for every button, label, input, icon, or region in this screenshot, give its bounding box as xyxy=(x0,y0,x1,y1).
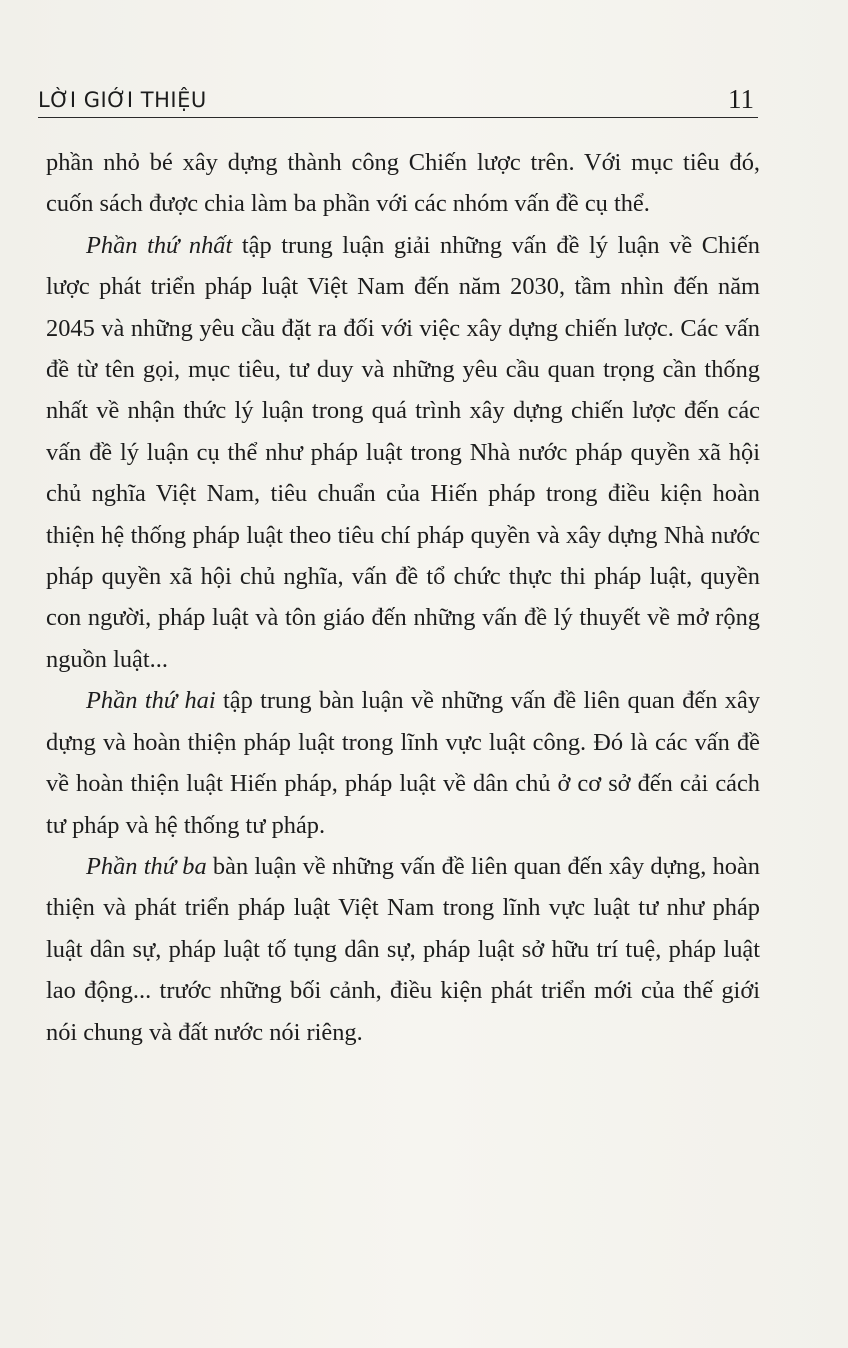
part-one-label: Phần thứ nhất xyxy=(86,231,233,259)
paragraph-intro-continuation xyxy=(46,142,760,225)
paragraph-part-two xyxy=(46,680,760,846)
part-two-label: Phần thứ hai xyxy=(86,687,216,715)
paragraph-part-three xyxy=(46,846,760,1053)
paragraph-text: tập trung bàn luận về những vấn đề liên quan đến xây dựng và hoàn thiện pháp luật trong lĩnh vực luật công. Đó là các vấn đề về hoàn thiện luật Hiến pháp, pháp luật về dân chủ ở cơ sở đến cải cách tư pháp và hệ thống tư pháp. xyxy=(46,687,761,839)
paragraph-text: phần nhỏ bé xây dựng thành công Chiến lược trên. Với mục tiêu đó, cuốn sách được chia làm ba phần với các nhóm vấn đề cụ thể. xyxy=(46,149,760,218)
running-header xyxy=(38,86,758,116)
section-title: LỜI GIỚI THIỆU xyxy=(38,88,207,112)
paragraph-text: tập trung luận giải những vấn đề lý luận về Chiến lược phát triển pháp luật Việt Nam đến năm 2030, tầm nhìn đến năm 2045 và những yêu cầu đặt ra đối với việc xây dựng chiến lược. Các vấn đề từ tên gọi, mục tiêu, tư duy và những yêu cầu quan trọng cần thống nhất về nhận thức lý luận trong quá trình xây dựng chiến lược đến các vấn đề lý luận cụ thể như pháp luật trong Nhà nước pháp quyền xã hội chủ nghĩa Việt Nam, tiêu chuẩn của Hiến pháp trong điều kiện hoàn thiện hệ thống pháp luật theo tiêu chí pháp quyền và xây dựng Nhà nước pháp quyền xã hội chủ nghĩa, vấn đề tổ chức thực thi pháp luật, quyền con người, pháp luật và tôn giáo đến những vấn đề lý thuyết về mở rộng nguồn luật... xyxy=(46,231,760,673)
page-number: 11 xyxy=(728,84,754,114)
paragraph-part-one xyxy=(46,225,760,680)
body-text xyxy=(46,142,760,1053)
paragraph-text: bàn luận về những vấn đề liên quan đến xây dựng, hoàn thiện và phát triển pháp luật Việt Nam trong lĩnh vực luật tư như pháp luật dân sự, pháp luật tố tụng dân sự, pháp luật sở hữu trí tuệ, pháp luật lao động... trước những bối cảnh, điều kiện phát triển mới của thế giới nói chung và đất nước nói riêng. xyxy=(46,852,760,1046)
header-rule xyxy=(38,117,758,118)
part-three-label: Phần thứ ba xyxy=(86,852,207,880)
